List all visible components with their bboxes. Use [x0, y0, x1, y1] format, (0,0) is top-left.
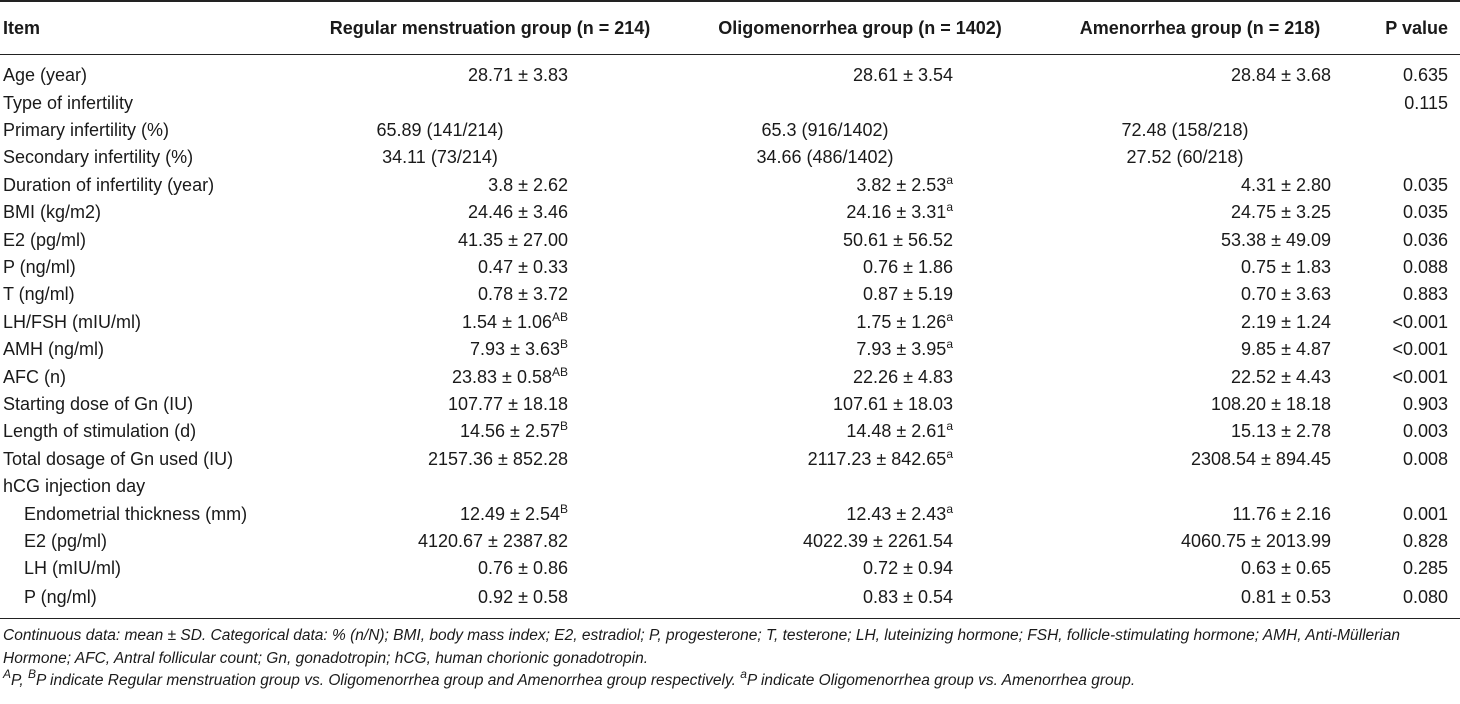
cell-oligomenorrhea	[680, 308, 1040, 335]
cell-regular	[300, 418, 680, 445]
cell-oligomenorrhea-value: 107.61 ± 18.03	[833, 393, 953, 414]
cell-item: AFC (n)	[3, 366, 66, 387]
cell-p-value	[1360, 116, 1460, 143]
cell-item: P (ng/ml)	[3, 257, 76, 278]
cell-amenorrhea	[1040, 390, 1360, 417]
cell-amenorrhea-value: 0.81 ± 0.53	[1241, 587, 1331, 608]
cell-oligomenorrhea	[680, 199, 1040, 226]
cell-amenorrhea	[1040, 363, 1360, 390]
table-row	[0, 445, 1460, 472]
table-row	[0, 472, 1460, 499]
cell-amenorrhea-value: 72.48 (158/218)	[1121, 120, 1249, 141]
cell-oligomenorrhea-value: 1.75 ± 1.26	[856, 311, 947, 332]
footnote-text-c: P indicate Oligomenorrhea group vs. Amenorrhea group.	[746, 672, 1136, 689]
table-row	[0, 55, 1460, 90]
cell-oligomenorrhea-superscript: a	[946, 337, 953, 352]
cell-oligomenorrhea	[680, 55, 1040, 90]
cell-p-value: 0.035	[1402, 174, 1448, 195]
cell-amenorrhea-value: 4.31 ± 2.80	[1241, 174, 1331, 195]
table-row	[0, 116, 1460, 143]
cell-regular-value: 41.35 ± 27.00	[458, 229, 568, 250]
table-row	[0, 390, 1460, 417]
cell-amenorrhea-value: 0.70 ± 3.63	[1241, 284, 1331, 305]
cell-oligomenorrhea-value: 7.93 ± 3.95	[856, 339, 947, 360]
cell-regular	[300, 55, 680, 90]
cell-regular-superscript: AB	[551, 364, 568, 379]
cell-regular-value: 1.54 ± 1.06	[462, 311, 552, 332]
cell-oligomenorrhea-value: 24.16 ± 3.31	[846, 202, 947, 223]
cell-amenorrhea-value: 4060.75 ± 2013.99	[1180, 530, 1331, 551]
cell-oligomenorrhea-value: 4022.39 ± 2261.54	[802, 530, 953, 551]
cell-oligomenorrhea-value: 3.82 ± 2.53	[856, 174, 947, 195]
cell-p-value: 0.003	[1402, 421, 1448, 442]
cell-oligomenorrhea	[680, 390, 1040, 417]
cell-oligomenorrhea	[680, 527, 1040, 554]
cell-amenorrhea-value: 108.20 ± 18.18	[1211, 393, 1331, 414]
cell-item: Endometrial thickness (mm)	[24, 503, 248, 524]
cell-item: Primary infertility (%)	[3, 120, 170, 141]
cell-oligomenorrhea-value: 0.83 ± 0.54	[863, 587, 953, 608]
cell-regular-value: 0.76 ± 0.86	[478, 558, 568, 579]
cell-oligomenorrhea-superscript: a	[946, 446, 953, 461]
cell-item: Length of stimulation (d)	[3, 421, 197, 442]
footnote-sup-b: B	[27, 667, 36, 681]
cell-regular-value: 0.47 ± 0.33	[478, 257, 568, 278]
cell-regular	[300, 390, 680, 417]
cell-amenorrhea	[1040, 472, 1360, 499]
cell-regular-value: 34.11 (73/214)	[382, 147, 498, 168]
cell-regular	[300, 308, 680, 335]
cell-oligomenorrhea-superscript: a	[946, 172, 953, 187]
cell-amenorrhea	[1040, 445, 1360, 472]
cell-oligomenorrhea-value: 28.61 ± 3.54	[853, 65, 953, 85]
cell-regular	[300, 445, 680, 472]
cell-regular-value: 7.93 ± 3.63	[470, 339, 560, 360]
cell-oligomenorrhea	[680, 144, 1040, 171]
cell-regular-value: 28.71 ± 3.83	[468, 65, 568, 85]
cell-amenorrhea	[1040, 55, 1360, 90]
cell-oligomenorrhea-superscript: a	[946, 309, 953, 324]
cell-item: E2 (pg/ml)	[3, 229, 87, 250]
cell-item: E2 (pg/ml)	[24, 530, 108, 551]
cell-regular-value: 0.92 ± 0.58	[478, 587, 568, 608]
cell-oligomenorrhea-value: 0.76 ± 1.86	[863, 257, 953, 278]
cell-regular-value: 12.49 ± 2.54	[460, 503, 560, 524]
cell-p-value: 0.036	[1402, 229, 1448, 250]
table-row	[0, 89, 1460, 116]
cell-item: Secondary infertility (%)	[3, 147, 194, 168]
cell-oligomenorrhea-superscript: a	[946, 419, 953, 434]
cell-item: LH (mIU/ml)	[24, 558, 121, 579]
cell-p-value	[1360, 144, 1460, 171]
cell-oligomenorrhea	[680, 336, 1040, 363]
cell-regular-superscript: B	[559, 419, 568, 434]
cell-oligomenorrhea	[680, 500, 1040, 527]
cell-regular-value: 65.89 (141/214)	[376, 120, 504, 141]
cell-p-value: 0.001	[1402, 503, 1448, 524]
cell-item: hCG injection day	[3, 476, 146, 497]
table-footnotes	[3, 625, 1453, 693]
cell-item: T (ng/ml)	[3, 284, 75, 305]
cell-regular-value: 4120.67 ± 2387.82	[417, 530, 568, 551]
cell-regular-superscript: B	[559, 501, 568, 516]
cell-regular	[300, 171, 680, 198]
cell-regular	[300, 144, 680, 171]
table-row	[0, 171, 1460, 198]
cell-oligomenorrhea-value: 65.3 (916/1402)	[761, 120, 889, 141]
cell-amenorrhea	[1040, 500, 1360, 527]
cell-regular-value: 14.56 ± 2.57	[460, 421, 560, 442]
header-oligomenorrhea-group: Oligomenorrhea group (n = 1402)	[680, 1, 1040, 55]
cell-oligomenorrhea	[680, 171, 1040, 198]
cell-oligomenorrhea-value: 14.48 ± 2.61	[846, 421, 947, 442]
cell-oligomenorrhea	[680, 582, 1040, 619]
cell-oligomenorrhea-value: 12.43 ± 2.43	[846, 503, 947, 524]
cell-p-value: <0.001	[1392, 366, 1448, 387]
cell-regular	[300, 281, 680, 308]
cell-p-value: 0.883	[1402, 284, 1448, 305]
cell-regular-value: 107.77 ± 18.18	[448, 393, 568, 414]
footnote-text-b: P indicate Regular menstruation group vs. Oligomenorrhea group and Amenorrhea group respectively.	[35, 672, 741, 689]
cell-oligomenorrhea-value: 50.61 ± 56.52	[843, 229, 953, 250]
table-row	[0, 199, 1460, 226]
cell-amenorrhea	[1040, 527, 1360, 554]
cell-oligomenorrhea	[680, 116, 1040, 143]
cell-p-value: 0.088	[1402, 257, 1448, 278]
header-row	[0, 1, 1460, 55]
cell-regular	[300, 116, 680, 143]
cell-oligomenorrhea-value: 2117.23 ± 842.65	[807, 448, 947, 469]
cell-regular	[300, 226, 680, 253]
table-row	[0, 555, 1460, 582]
cell-regular-value: 23.83 ± 0.58	[452, 366, 552, 387]
cell-p-value: 0.828	[1402, 530, 1448, 551]
table-row	[0, 527, 1460, 554]
cell-item: Type of infertility	[3, 92, 134, 113]
cell-p-value: 0.903	[1402, 393, 1448, 414]
cell-amenorrhea	[1040, 336, 1360, 363]
cell-oligomenorrhea	[680, 418, 1040, 445]
cell-oligomenorrhea	[680, 472, 1040, 499]
footnote-abbreviations: Continuous data: mean ± SD. Categorical data: % (n/N); BMI, body mass index; E2, estradiol; P, progesterone; T, testerone; LH, luteinizing hormone; FSH, follicle-stimulating hormone; AMH, Anti-Müllerian Hormone; AFC, Antral follicular count; Gn, gonadotropin; hCG, human chorionic gonadotropin.	[3, 627, 1400, 667]
cell-amenorrhea-value: 53.38 ± 49.09	[1221, 229, 1331, 250]
cell-amenorrhea-value: 0.63 ± 0.65	[1241, 558, 1331, 579]
table-row	[0, 363, 1460, 390]
cell-regular-value: 3.8 ± 2.62	[488, 174, 568, 195]
cell-p-value: 0.008	[1402, 448, 1448, 469]
cell-oligomenorrhea-value: 22.26 ± 4.83	[853, 366, 953, 387]
cell-amenorrhea	[1040, 418, 1360, 445]
cell-amenorrhea	[1040, 281, 1360, 308]
cell-p-value: 0.080	[1360, 582, 1460, 619]
cell-p-value: 0.285	[1402, 558, 1448, 579]
cell-item: Starting dose of Gn (IU)	[3, 393, 194, 414]
cell-p-value	[1360, 472, 1460, 499]
cell-oligomenorrhea	[680, 445, 1040, 472]
cell-regular	[300, 89, 680, 116]
cell-amenorrhea-value: 27.52 (60/218)	[1126, 147, 1244, 168]
table-row	[0, 336, 1460, 363]
cell-regular-value: 0.78 ± 3.72	[478, 284, 568, 305]
cell-regular	[300, 253, 680, 280]
cell-amenorrhea-value: 11.76 ± 2.16	[1232, 503, 1331, 524]
footnote-significance	[3, 667, 1453, 693]
cell-regular-superscript: B	[559, 337, 568, 352]
cell-oligomenorrhea	[680, 281, 1040, 308]
table-row	[0, 582, 1460, 619]
cell-item: AMH (ng/ml)	[3, 339, 105, 360]
cell-p-value: <0.001	[1392, 311, 1448, 332]
cell-amenorrhea	[1040, 308, 1360, 335]
cell-item: LH/FSH (mIU/ml)	[3, 311, 141, 332]
cell-regular	[300, 472, 680, 499]
cell-regular	[300, 582, 680, 619]
cell-amenorrhea-value: 2308.54 ± 894.45	[1190, 448, 1331, 469]
footnote-p-a: P,	[11, 672, 28, 689]
cell-amenorrhea	[1040, 226, 1360, 253]
footnote-sup-a: A	[3, 667, 12, 681]
cell-item: BMI (kg/m2)	[3, 202, 102, 223]
cell-p-value: 0.035	[1402, 202, 1448, 223]
cell-amenorrhea	[1040, 116, 1360, 143]
cell-regular-value: 2157.36 ± 852.28	[427, 448, 568, 469]
cell-regular	[300, 363, 680, 390]
cell-regular-value: 24.46 ± 3.46	[468, 202, 568, 223]
cell-regular-superscript: AB	[551, 309, 568, 324]
header-item: Item	[0, 1, 300, 55]
cell-regular	[300, 199, 680, 226]
cell-oligomenorrhea-value: 34.66 (486/1402)	[756, 147, 894, 168]
cell-item: Total dosage of Gn used (IU)	[3, 448, 234, 469]
cell-oligomenorrhea-superscript: a	[946, 501, 953, 516]
cell-amenorrhea-value: 0.75 ± 1.83	[1241, 257, 1331, 278]
cell-amenorrhea-value: 22.52 ± 4.43	[1231, 366, 1331, 387]
header-regular-group: Regular menstruation group (n = 214)	[300, 1, 680, 55]
cell-amenorrhea	[1040, 582, 1360, 619]
cell-amenorrhea	[1040, 171, 1360, 198]
cell-item: Duration of infertility (year)	[3, 174, 215, 195]
cell-amenorrhea-value: 28.84 ± 3.68	[1231, 65, 1331, 85]
cell-amenorrhea	[1040, 253, 1360, 280]
cell-item: P (ng/ml)	[0, 582, 300, 619]
cell-regular	[300, 336, 680, 363]
cell-oligomenorrhea	[680, 226, 1040, 253]
cell-oligomenorrhea-value: 0.72 ± 0.94	[863, 558, 953, 579]
cell-amenorrhea	[1040, 199, 1360, 226]
cell-oligomenorrhea	[680, 253, 1040, 280]
cell-p-value: 0.115	[1404, 92, 1448, 113]
table-row	[0, 253, 1460, 280]
cell-amenorrhea-value: 9.85 ± 4.87	[1241, 339, 1331, 360]
table-row	[0, 418, 1460, 445]
cell-p-value: 0.635	[1402, 65, 1448, 85]
cell-amenorrhea-value: 24.75 ± 3.25	[1231, 202, 1331, 223]
table-row	[0, 144, 1460, 171]
header-amenorrhea-group: Amenorrhea group (n = 218)	[1040, 1, 1360, 55]
cell-oligomenorrhea	[680, 555, 1040, 582]
cell-item: Age (year)	[3, 65, 88, 85]
header-p-value: P value	[1360, 1, 1460, 55]
cell-regular	[300, 527, 680, 554]
cell-amenorrhea	[1040, 89, 1360, 116]
cell-oligomenorrhea-value: 0.87 ± 5.19	[863, 284, 953, 305]
table-row	[0, 308, 1460, 335]
cell-oligomenorrhea-superscript: a	[946, 200, 953, 215]
cell-amenorrhea-value: 15.13 ± 2.78	[1231, 421, 1331, 442]
cell-oligomenorrhea	[680, 89, 1040, 116]
table-row	[0, 226, 1460, 253]
table-row	[0, 500, 1460, 527]
cell-oligomenorrhea	[680, 363, 1040, 390]
cell-amenorrhea	[1040, 144, 1360, 171]
cell-regular	[300, 500, 680, 527]
cell-amenorrhea-value: 2.19 ± 1.24	[1241, 311, 1331, 332]
cell-amenorrhea	[1040, 555, 1360, 582]
footnote-sup-c: a	[740, 667, 747, 681]
table-row	[0, 281, 1460, 308]
cell-regular	[300, 555, 680, 582]
cell-p-value: <0.001	[1392, 339, 1448, 360]
